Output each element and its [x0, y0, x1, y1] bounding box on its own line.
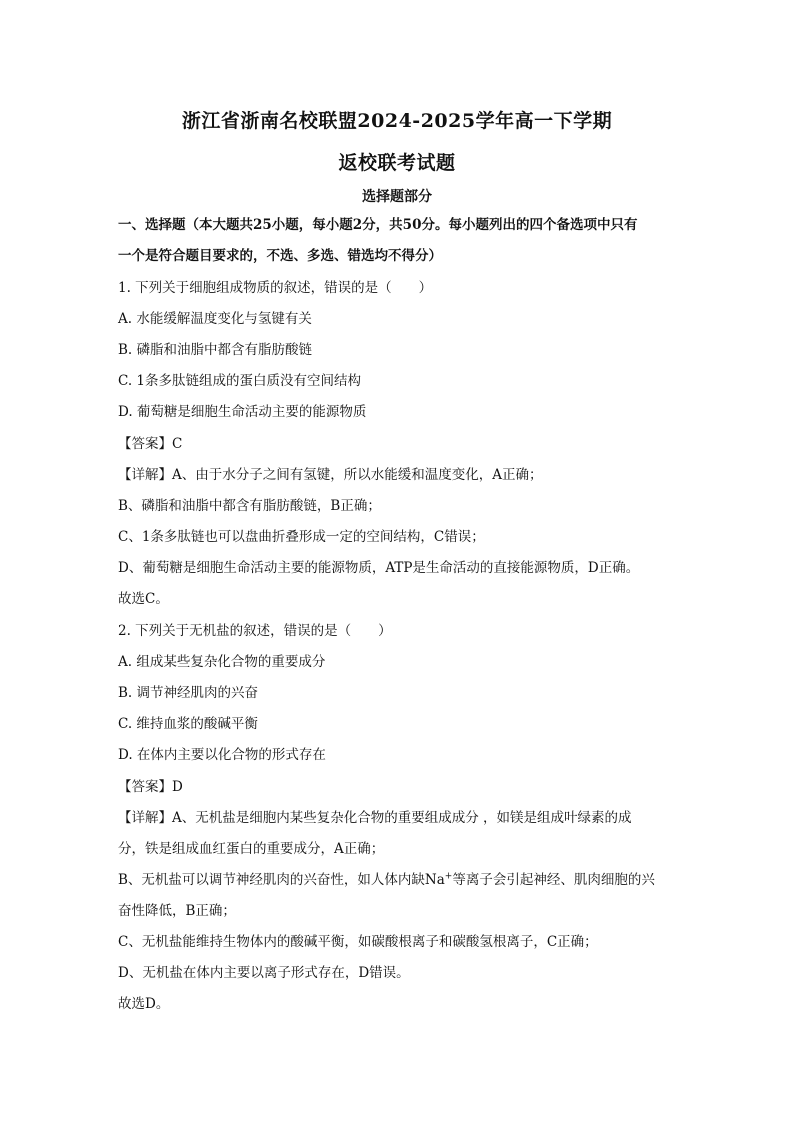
document-subtitle: 返校联考试题 [338, 152, 456, 174]
question-1-option-a: A. 水能缓解温度变化与氢键有关 [118, 311, 312, 327]
question-2-analysis-4: 奋性降低，B正确； [118, 903, 236, 919]
question-2-answer: 【答案】D [118, 779, 183, 795]
question-2-analysis-3 [118, 870, 683, 890]
question-1-analysis-3: C、1条多肽链也可以盘曲折叠形成一定的空间结构，C错误； [118, 529, 485, 545]
question-2-analysis-5: C、无机盐能维持生物体内的酸碱平衡，如碳酸根离子和碳酸氢根离子，C正确； [118, 934, 598, 950]
question-1-analysis-1: 【详解】A、由于水分子之间有氢键，所以水能缓和温度变化，A正确； [118, 467, 543, 483]
question-2-stem: 2. 下列关于无机盐的叙述，错误的是（ ） [118, 623, 392, 639]
superscript-plus: + [444, 871, 453, 882]
question-1-option-c: C. 1条多肽链组成的蛋白质没有空间结构 [118, 373, 362, 389]
instructions-line-1: 一、选择题（本大题共25小题，每小题2分，共50分。每小题列出的四个备选项中只有 [118, 217, 638, 233]
question-1-analysis-4: D、葡萄糖是细胞生命活动主要的能源物质，ATP是生命活动的直接能源物质，D正确。 [118, 560, 640, 576]
question-2-option-b: B. 调节神经肌肉的兴奋 [118, 685, 259, 701]
analysis-text: B、无机盐可以调节神经肌肉的兴奋性，如人体内缺Na [118, 872, 445, 888]
question-2-analysis-2: 分，铁是组成血红蛋白的重要成分，A正确； [118, 841, 385, 857]
instructions-line-2: 一个是符合题目要求的，不选、多选、错选均不得分） [118, 248, 442, 264]
question-1-analysis-2: B、磷脂和油脂中都含有脂肪酸链，B正确； [118, 498, 381, 514]
question-2-analysis-6: D、无机盐在体内主要以离子形式存在，D错误。 [118, 965, 410, 981]
question-2-option-c: C. 维持血浆的酸碱平衡 [118, 716, 258, 732]
question-2-option-a: A. 组成某些复杂化合物的重要成分 [118, 654, 326, 670]
question-1-answer: 【答案】C [118, 436, 183, 452]
question-2-conclusion: 故选D。 [118, 996, 170, 1012]
question-2-analysis-1: 【详解】A、无机盐是细胞内某些复杂化合物的重要组成成分 ，如镁是组成叶绿素的成 [118, 810, 632, 826]
section-title: 选择题部分 [362, 189, 432, 205]
question-1-option-d: D. 葡萄糖是细胞生命活动主要的能源物质 [118, 404, 367, 420]
question-1-conclusion: 故选C。 [118, 591, 169, 607]
question-1-option-b: B. 磷脂和油脂中都含有脂肪酸链 [118, 342, 313, 358]
analysis-text: 等离子会引起神经、肌肉细胞的兴 [452, 872, 655, 888]
document-title: 浙江省浙南名校联盟2024-2025学年高一下学期 [181, 110, 613, 132]
question-2-option-d: D. 在体内主要以化合物的形式存在 [118, 747, 326, 763]
question-1-stem: 1. 下列关于细胞组成物质的叙述，错误的是（ ） [118, 280, 433, 296]
